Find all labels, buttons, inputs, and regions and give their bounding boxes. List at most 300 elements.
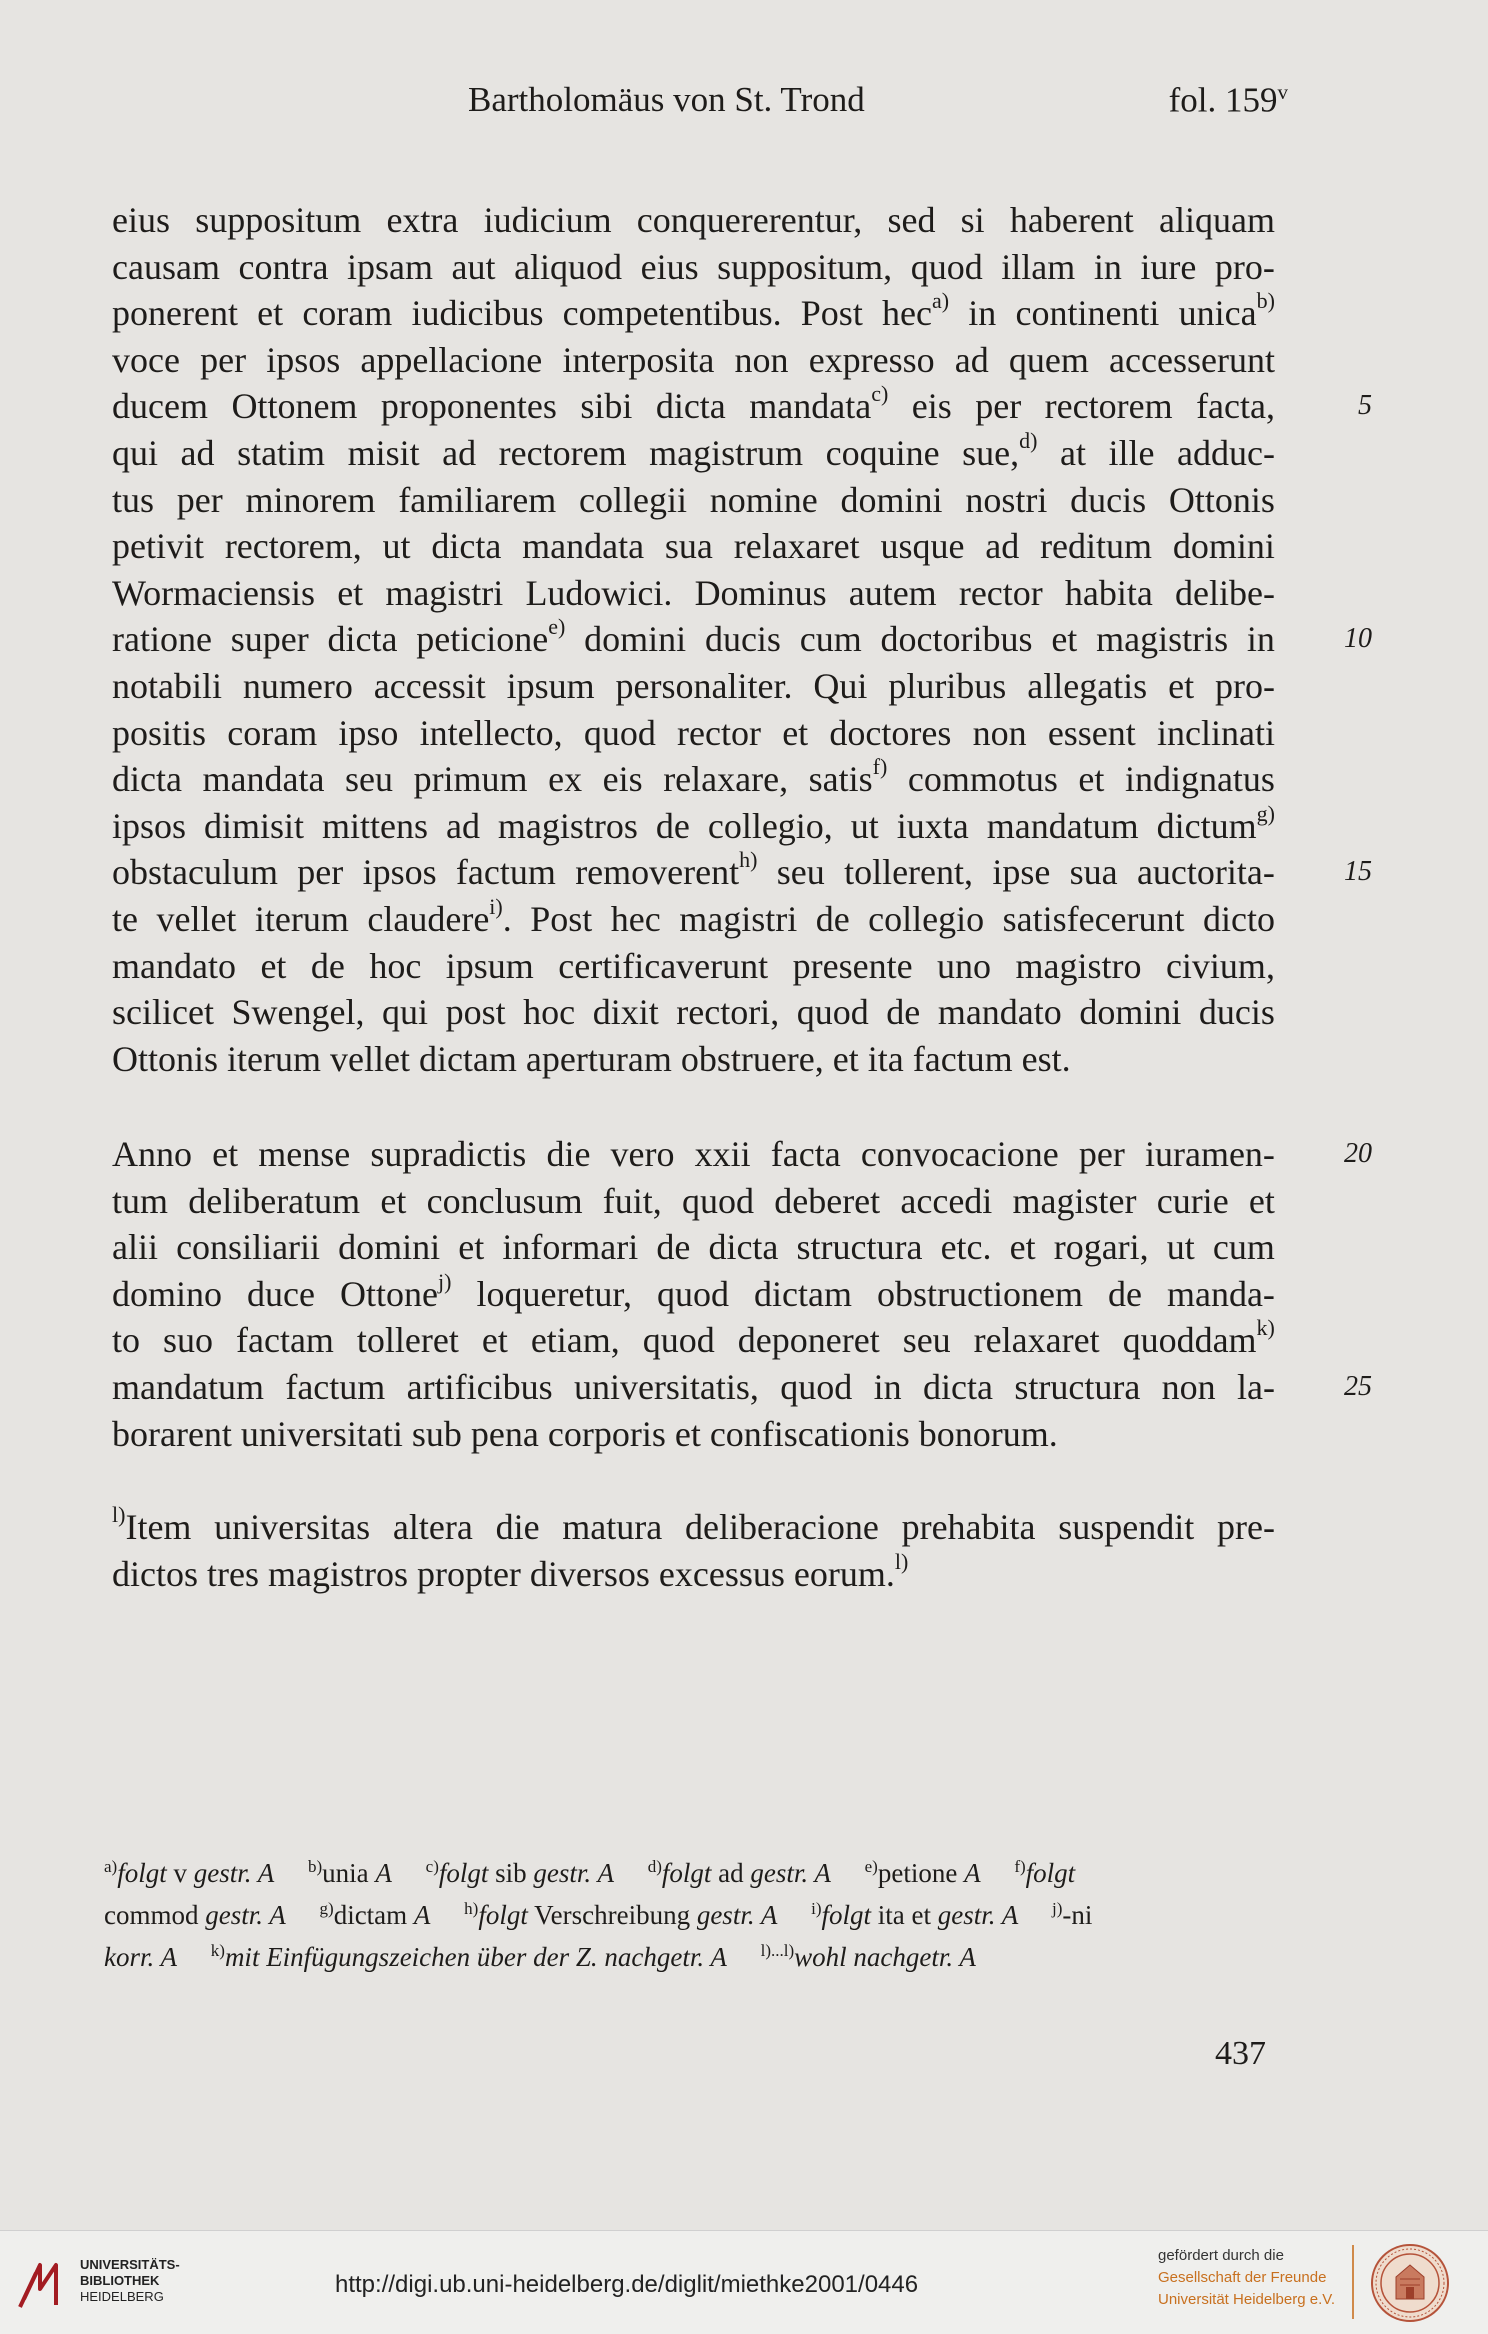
word: continenti [1015,293,1160,334]
word: deliberacione [684,1507,879,1547]
word: et [1009,1227,1036,1268]
word: mandatum [986,805,1139,846]
word: ille [1108,432,1155,473]
text-line [112,381,1372,430]
word: mandato [112,945,236,986]
running-head-title: Bartholomäus von St. Trond [468,80,865,119]
footnote-marker: e) [548,614,566,640]
word: quod [682,1180,755,1221]
word: certificaverunt [558,945,769,986]
word: iuxta [896,805,969,846]
word: autem [848,572,937,613]
running-head [468,80,1288,130]
word: conquererentur, [636,200,863,240]
word: universitas [214,1507,371,1547]
word: competentibus. [562,293,782,334]
word: quod [780,1366,853,1407]
word: sed [887,200,936,240]
footnote-marker: h) [739,847,758,873]
text-line [112,989,1275,1036]
word: petivit [112,526,204,567]
word: auctorita- [1136,852,1275,893]
word: magistris [1096,619,1229,660]
sponsor-block [1158,2245,1338,2311]
word: de [310,945,345,986]
sponsor-label: gefördert durch die [1158,2247,1284,2264]
word: mense [258,1134,351,1174]
word: suppositum, [717,246,893,287]
word: accedi [900,1180,993,1221]
word: magistrum [649,432,804,473]
footnote-marker: b) [1256,288,1275,314]
footnote-marker: l) [894,1548,909,1574]
word: rogari, [1053,1227,1149,1268]
word: deliberatum [188,1180,361,1221]
word: rectorem, [224,526,362,567]
footnote-line: korr. A $^{k)}$mit Einfügungszeichen über der Z. nachgetr. A $^{l)...l)}$wohl nachgetr. A [104,1941,976,1972]
word: ipsam [347,246,433,287]
word: intellecto, [419,712,563,753]
text-line [112,244,1275,291]
word: usque [880,526,965,567]
word: quod [656,1273,729,1314]
word: consiliarii [176,1227,321,1268]
word: et [260,945,287,986]
word: dicta [431,526,502,567]
word: etiam, [530,1320,620,1361]
word: ipsos [266,339,341,380]
library-name [80,2257,180,2305]
word: dicto [1203,898,1275,939]
word: removerent$^{h)}$ [575,847,758,893]
word: dicta [112,759,182,800]
word: misit [347,432,420,473]
word: supradictis [370,1134,527,1174]
word: Ludowici. [525,572,673,613]
sponsor-org-line2: Universität Heidelberg e.V. [1158,2291,1336,2308]
word: seu [902,1320,951,1361]
word: cum [1212,1227,1275,1268]
text-line [112,427,1275,477]
word: civium, [1165,945,1275,986]
word: de [1107,1273,1142,1314]
word: haberent [1009,200,1134,240]
word: $^{l)}$Item [112,1502,192,1547]
word: dictam [754,1273,852,1314]
word: deponeret [737,1320,880,1361]
word: nostri [965,479,1048,520]
library-name-line2: BIBLIOTHEK [80,2273,160,2288]
word: artificibus [406,1366,553,1407]
paragraph-3 [112,1504,1275,1597]
text-line [112,477,1275,524]
word: rectori, [676,992,780,1033]
word: mandatum [112,1366,264,1407]
text-line [112,893,1275,943]
word: informari [502,1227,639,1268]
word: si [960,200,985,240]
word: mandata [522,526,645,567]
word: quem [1008,339,1089,380]
word: aut [451,246,496,287]
text-line [112,337,1275,384]
word: vellet [156,898,237,939]
word: magistri [679,898,798,939]
word: Ottonis [1168,479,1275,520]
word: coram [302,293,393,334]
word: curie [1156,1180,1229,1221]
text-line [112,1178,1275,1225]
word: doctores [829,712,952,753]
word: domino [112,1273,223,1314]
text-line [112,756,1275,803]
word: et [1168,665,1195,706]
word: ut [1166,1227,1195,1268]
word: et [212,1134,239,1174]
page-number: 437 [1215,2035,1266,2072]
word: quod [583,712,656,753]
text-line [112,570,1275,617]
word: seu [776,852,825,893]
word: ducem [112,386,208,427]
word: dicta [923,1366,993,1407]
word: pro- [1214,246,1275,287]
text-line [112,1317,1275,1364]
word: suo [163,1320,214,1361]
word: seu [345,759,394,800]
word: magistros [497,805,638,846]
word: accessit [373,665,486,706]
word: prehabita [901,1507,1036,1547]
permalink-url[interactable]: http://digi.ub.uni-heidelberg.de/diglit/miethke2001/0446 [335,2271,919,2298]
word: domini [1079,992,1182,1033]
word: facta [770,1134,841,1174]
word: dictum$^{g)}$ [1156,800,1275,846]
text-line [112,943,1275,990]
word: die [495,1507,540,1547]
word: domini [840,479,943,520]
word: et [1051,619,1078,660]
word: obstructionem [876,1273,1083,1314]
word: tolleret [356,1320,459,1361]
word: in [1246,619,1275,660]
word: non [972,712,1027,753]
word: vero [610,1134,675,1174]
word: eis [602,759,643,800]
word: primum [413,759,528,800]
word: rector [958,572,1043,613]
word: presente [792,945,913,986]
library-name-line1: UNIVERSITÄTS- [80,2257,180,2272]
word: numero [242,665,353,706]
word: magistri [385,572,504,613]
word: deberet [774,1180,881,1221]
word: suspendit [1058,1507,1195,1547]
word: aliquam [1159,200,1275,240]
word: eius [112,200,170,240]
word: xxii [694,1134,751,1174]
text-line [112,290,1275,337]
word: Anno [112,1134,192,1174]
text-line [112,1224,1275,1271]
word: facta, [1196,386,1275,427]
library-logo-icon [18,2259,70,2311]
word: loqueretur, [476,1273,632,1314]
word: fuit, [602,1180,662,1221]
word: per [975,386,1022,427]
word: qui [112,432,159,473]
critical-apparatus [104,1852,1279,1978]
word: ipsum [445,945,534,986]
word: dicta [655,386,726,427]
word: hec$^{a)}$ [882,288,950,334]
word: adduc- [1177,432,1275,473]
footnote-line: commod gestr. A $^{g)}$dictam A $^{h)}$folgt Verschreibung gestr. A $^{i)}$folgt ita et gestr. A $^{j)}$-ni [104,1899,1093,1930]
line-number: 25 [1344,1370,1372,1402]
word: ipsum [506,665,595,706]
word: rector [677,712,761,753]
footnote-marker: a) [931,288,950,314]
word: et [337,572,364,613]
line-number: 5 [1358,390,1372,422]
word: post [445,992,506,1033]
word: illam [1001,246,1076,287]
word: sibi [580,386,633,427]
word: te [112,898,138,939]
word: domini [584,619,687,660]
folio-marker [1169,80,1288,121]
word: eis [911,386,952,427]
word: aliquod [514,246,623,287]
footnote-line: $^{a)}$folgt v gestr. A $^{b)}$unia A $^{c)}$folgt sib gestr. A $^{d)}$folgt ad gestr. A $^{e)}$petione A $^{f)}$folgt [104,1857,1076,1888]
word: appellacione [360,339,543,380]
word: relaxare, [663,759,789,800]
word: obstaculum [112,852,278,893]
word: Dominus [694,572,827,613]
word: factam [236,1320,334,1361]
word: ut [382,526,411,567]
word: minorem [245,479,376,520]
word: tum [112,1180,169,1221]
word: Post [530,898,593,939]
footnote-marker: f) [872,754,888,780]
word: in [873,1366,902,1407]
word: relaxaret [733,526,860,567]
word: accesserunt [1109,339,1275,380]
word: per [1078,1134,1125,1174]
footnote-marker: g) [1256,800,1275,826]
word: suppositum [195,200,362,240]
word: sua [1069,852,1118,893]
word: iudicibus [411,293,544,334]
text-line [112,800,1275,850]
word: uno [937,945,992,986]
word: at [1060,432,1086,473]
word: cum [799,619,862,660]
word: factum [455,852,556,893]
footnote-marker: l) [112,1502,126,1527]
word: Ottone$^{j)}$ [340,1268,452,1314]
word: ipso [338,712,399,753]
word: ipsos [112,805,187,846]
word: convocacione [860,1134,1059,1174]
word: causam [112,246,220,287]
word: ex [548,759,583,800]
text-line: dictos tres magistros propter diversos excessus eorum.$^{l)}$ [112,1548,909,1594]
word: pre- [1217,1507,1275,1547]
word: ad [985,526,1020,567]
word: ipsos [362,852,437,893]
word: rectorem [1044,386,1173,427]
word: ducis [1198,992,1275,1033]
paragraph-1 [112,197,1372,1082]
word: universitatis, [573,1366,759,1407]
footnote-marker: i) [489,893,503,919]
university-seal-icon [1370,2243,1450,2323]
word: ad [954,339,989,380]
word: coram [227,712,318,753]
word: et [458,1227,485,1268]
word: per [176,479,223,520]
word: collegio, [707,805,833,846]
word: satisfecerunt [1002,898,1185,939]
word: satis$^{f)}$ [808,754,888,800]
word: habita [1064,572,1153,613]
word: hoc [523,992,576,1033]
word: non [734,339,789,380]
word: proponentes [380,386,557,427]
word: ducis [704,619,781,660]
word: positis [112,712,207,753]
word: mandato [937,992,1062,1033]
folio-sup: v [1277,80,1288,104]
word: doctoribus [880,619,1033,660]
word: altera [392,1507,473,1547]
word: die [546,1134,591,1174]
word: dixit [592,992,659,1033]
word: structura [796,1227,923,1268]
word: ratione [112,619,212,660]
word: rectorem [498,432,627,473]
word: personaliter. [615,665,793,706]
word: delibe- [1175,572,1275,613]
word: mandata [202,759,325,800]
word: matura [562,1507,663,1547]
text-line [112,1504,1275,1551]
paragraph-2 [112,1131,1372,1457]
word: in [1093,246,1122,287]
word: inclinati [1157,712,1275,753]
word: collegii [579,479,687,520]
word: de [656,1227,691,1268]
word: peticione$^{e)}$ [416,614,566,660]
line-number: 20 [1344,1138,1372,1169]
word: nomine [709,479,818,520]
word: ipse [992,852,1051,893]
word: iterum [254,898,349,939]
word: pro- [1214,665,1275,706]
word: in [968,293,997,334]
word: familiarem [398,479,557,520]
word: hoc [369,945,422,986]
word: iure [1140,246,1197,287]
word: Wormaciensis [112,572,316,613]
word: ut [850,805,879,846]
word: super [230,619,309,660]
word: de [655,805,690,846]
word: commotus [907,759,1058,800]
word: alii [112,1227,158,1268]
word: iuramen- [1144,1134,1275,1174]
word: factum [285,1366,386,1407]
line-number: 10 [1344,623,1372,655]
word: et [1078,759,1105,800]
digitization-footer [0,2230,1488,2334]
word: mandata$^{c)}$ [749,381,889,427]
word: domini [338,1227,441,1268]
word: per [200,339,247,380]
word: scilicet [112,992,214,1033]
text-line: Ottonis iterum vellet dictam aperturam obstruere, et ita factum est. [112,1038,1071,1079]
footnote-marker: k) [1256,1315,1275,1341]
word: iudicium [483,200,612,240]
word: collegio [868,898,985,939]
word: et [380,1180,407,1221]
word: magister [1012,1180,1137,1221]
word: et [1248,1180,1275,1221]
word: non [1161,1366,1216,1407]
text-line [112,1364,1372,1411]
word: duce [247,1273,315,1314]
word: allegatis [1027,665,1148,706]
word: coquine [825,432,940,473]
word: reditum [1040,526,1153,567]
text-line [112,1268,1275,1318]
word: quod [796,992,869,1033]
word: pluribus [888,665,1007,706]
word: magistro [1015,945,1142,986]
word: interposita [562,339,715,380]
line-number: 15 [1344,856,1372,888]
word: et [257,293,284,334]
text-line [112,1131,1372,1178]
word: Swengel, [231,992,365,1033]
word: Ottonem [231,386,358,427]
word: etc. [940,1227,992,1268]
word: mittens [322,805,428,846]
word: et [782,712,809,753]
word: voce [112,339,180,380]
word: sue,$^{d)}$ [962,427,1038,473]
word: de [886,992,921,1033]
text-line: borarent universitati sub pena corporis et confiscationis bonorum. [112,1413,1058,1454]
word: notabili [112,665,222,706]
word: conclusum [426,1180,583,1221]
text-line [112,663,1275,710]
word: manda- [1166,1273,1275,1314]
word: et [481,1320,508,1361]
folio-text: fol. 159 [1168,80,1278,120]
word: claudere$^{i)}$. [367,893,512,939]
word: quod [910,246,983,287]
word: to [112,1320,141,1361]
word: tus [112,479,155,520]
word: expresso [808,339,935,380]
sponsor-divider [1352,2245,1354,2319]
sponsor-org-line1: Gesellschaft der Freunde [1158,2269,1327,2286]
library-name-line3: HEIDELBERG [80,2289,164,2304]
word: sua [664,526,713,567]
